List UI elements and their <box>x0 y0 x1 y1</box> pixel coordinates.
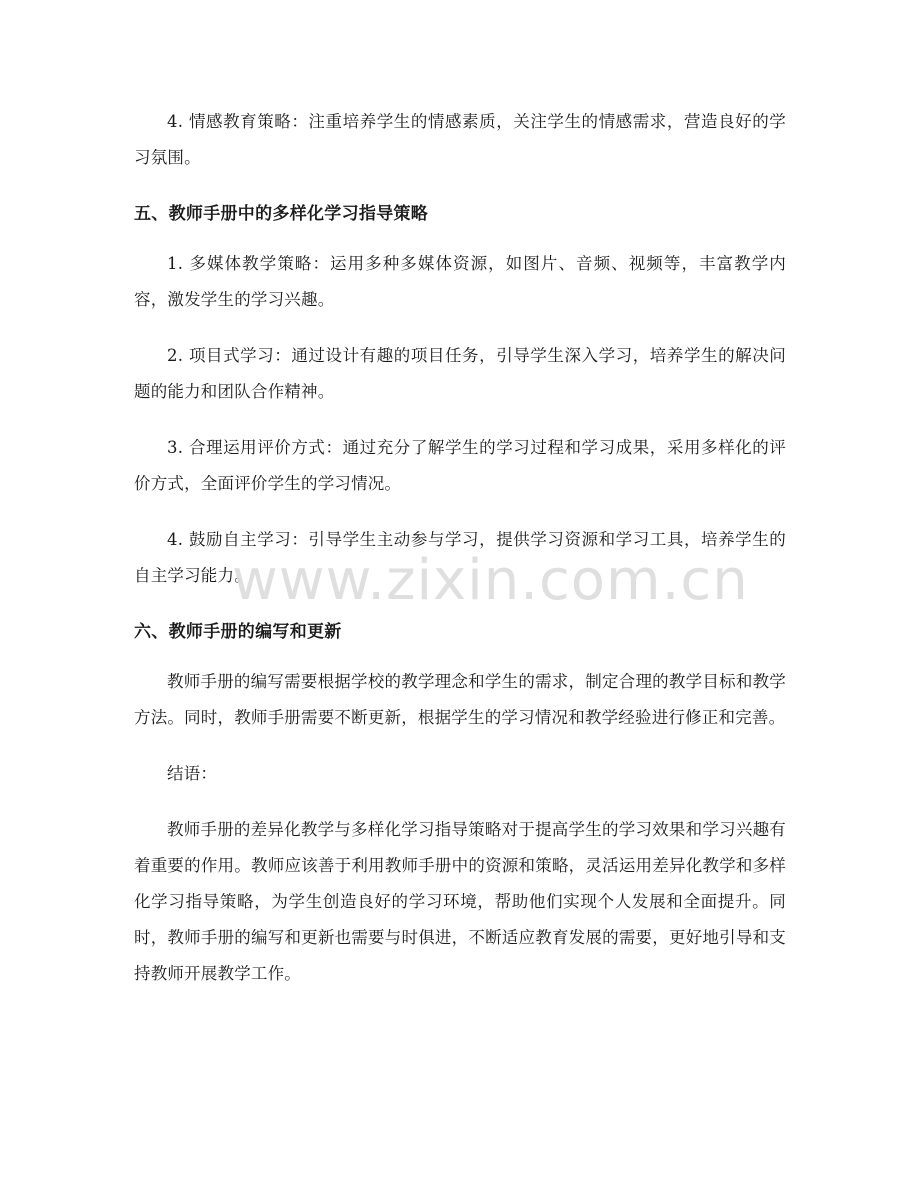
paragraph-emotional-education: 4. 情感教育策略：注重培养学生的情感素质，关注学生的情感需求，营造良好的学习氛围。 <box>134 112 786 167</box>
paragraph-autonomous-learning: 4. 鼓励自主学习：引导学生主动参与学习，提供学习资源和学习工具，培养学生的自主学习能力。 <box>134 530 786 585</box>
paragraph-multimedia-strategy: 1. 多媒体教学策略：运用多种多媒体资源，如图片、音频、视频等，丰富教学内容，激发学生的学习兴趣。 <box>134 254 786 309</box>
paragraph-conclusion: 教师手册的差异化教学与多样化学习指导策略对于提高学生的学习效果和学习兴趣有着重要的作用。教师应该善于利用教师手册中的资源和策略，灵活运用差异化教学和多样化学习指导策略，为学生创造良好的学习环境，帮助他们实现个人发展和全面提升。同时，教师手册的编写和更新也需要与时俱进，不断适应教育发展的需要，更好地引导和支持教师开展教学工作。 <box>134 820 786 983</box>
document-body <box>134 104 786 992</box>
watermark-text: www.zixin.com.cn <box>232 548 749 613</box>
paragraph-project-learning: 2. 项目式学习：通过设计有趣的项目任务，引导学生深入学习，培养学生的解决问题的能力和团队合作精神。 <box>134 346 786 401</box>
section-heading-six: 六、教师手册的编写和更新 <box>134 622 342 642</box>
section-heading-five: 五、教师手册中的多样化学习指导策略 <box>134 204 429 224</box>
paragraph-conclusion-label: 结语： <box>167 764 218 783</box>
paragraph-handbook-writing: 教师手册的编写需要根据学校的教学理念和学生的需求，制定合理的教学目标和教学方法。同时，教师手册需要不断更新，根据学生的学习情况和教学经验进行修正和完善。 <box>134 672 786 727</box>
paragraph-evaluation-methods: 3. 合理运用评价方式：通过充分了解学生的学习过程和学习成果，采用多样化的评价方式，全面评价学生的学习情况。 <box>134 438 786 493</box>
